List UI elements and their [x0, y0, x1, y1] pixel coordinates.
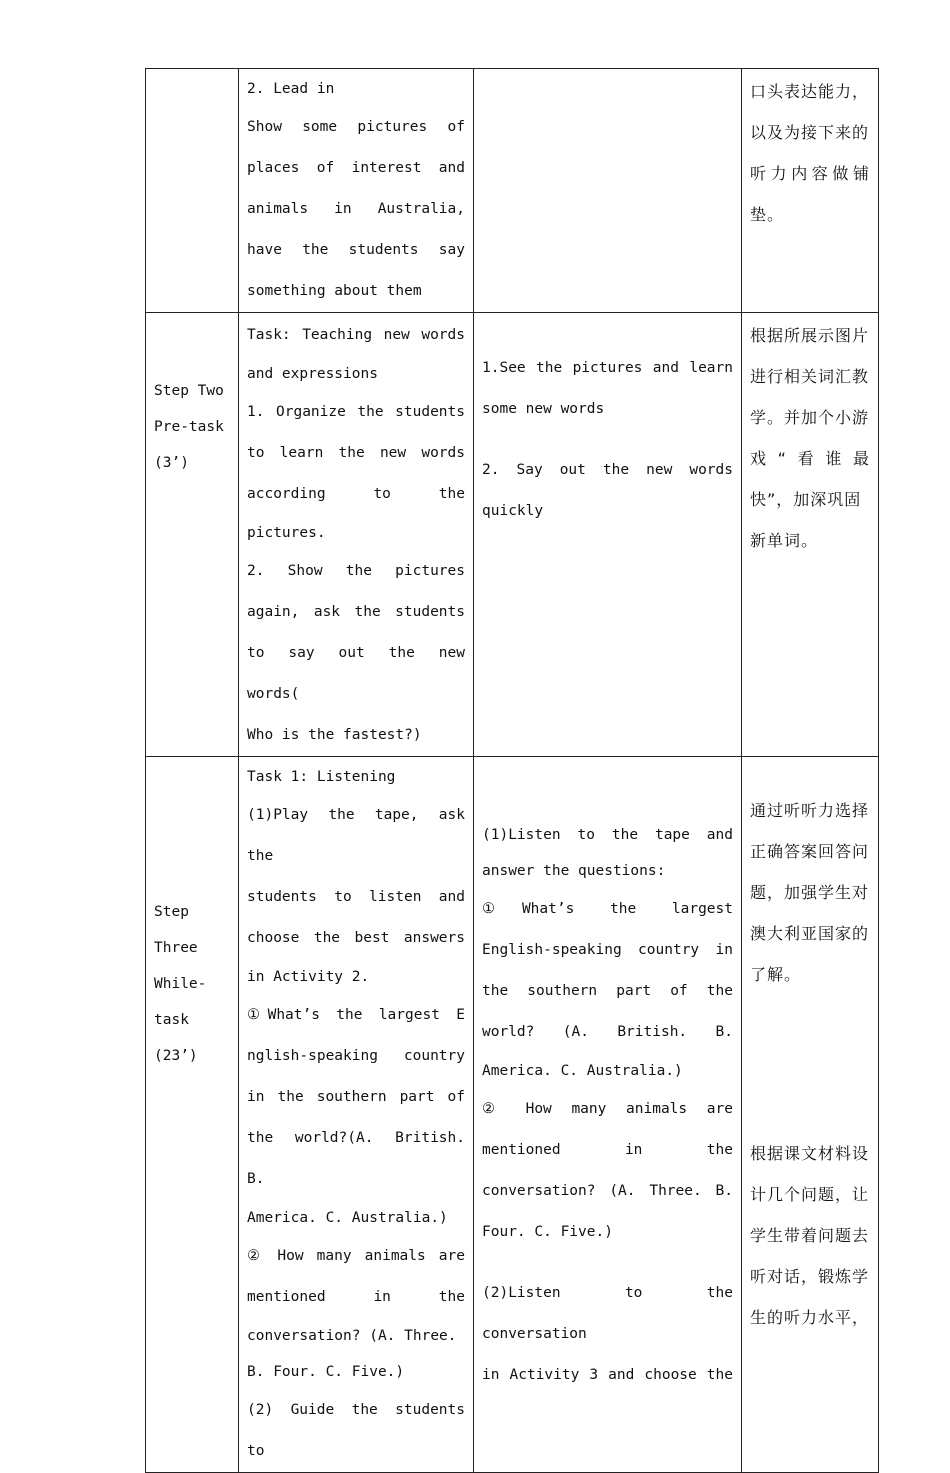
- text-line: Show some pictures of: [247, 119, 465, 135]
- task-heading: Task 1: Listening: [247, 769, 396, 785]
- text-line: in Activity 3 and choose the: [482, 1367, 733, 1383]
- text-line: Who is the fastest?): [247, 727, 422, 743]
- text-line: 通过听听力选择: [750, 801, 870, 820]
- text-line: 学生带着问题去: [750, 1226, 870, 1245]
- text-line: to learn the new words: [247, 445, 465, 461]
- text-line: 了解。: [750, 965, 802, 984]
- text-line: B. Four. C. Five.): [247, 1364, 405, 1380]
- teacher-activity-cell: [239, 69, 474, 313]
- text-line: English-speaking country in: [482, 942, 733, 958]
- text-line: (2) Guide the students to: [247, 1402, 465, 1459]
- purpose-cell: [742, 313, 879, 757]
- text-line: have the students say: [247, 242, 465, 258]
- step-label: Step Two: [154, 383, 224, 399]
- text-line: world? (A. British. B.: [482, 1024, 733, 1040]
- text-line: 根据课文材料设: [750, 1144, 870, 1163]
- table-row: [146, 313, 879, 757]
- text-line: 进行相关词汇教: [750, 367, 870, 386]
- text-line: 生的听力水平，: [750, 1308, 870, 1327]
- step-label: task: [154, 1012, 189, 1028]
- text-line: nglish-speaking country: [247, 1048, 465, 1064]
- text-line: (1)Listen to the tape and: [482, 827, 733, 843]
- text-line: mentioned in the: [482, 1142, 733, 1158]
- text-line: pictures.: [247, 525, 326, 541]
- step-cell: [146, 757, 239, 1473]
- text-line: conversation? (A. Three.: [247, 1328, 457, 1344]
- text-line: answer the questions:: [482, 863, 666, 879]
- text-line: 学。并加个小游: [750, 408, 870, 427]
- step-time: (3’): [154, 455, 189, 471]
- text-line: 戏“看谁最: [750, 449, 870, 468]
- text-line: 听对话，锻炼学: [750, 1267, 870, 1286]
- text-line: 1.See the pictures and learn: [482, 360, 733, 376]
- text-line: 1. Organize the students: [247, 404, 465, 420]
- table-row: [146, 69, 879, 313]
- teacher-activity-cell: [239, 313, 474, 757]
- table-row: [146, 757, 879, 1473]
- text-line: ② How many animals are: [247, 1248, 465, 1264]
- text-line: America. C. Australia.): [247, 1210, 448, 1226]
- text-line: 正确答案回答问: [750, 842, 870, 861]
- text-line: America. C. Australia.): [482, 1063, 683, 1079]
- text-line: 2. Show the pictures: [247, 563, 465, 579]
- step-cell: [146, 313, 239, 757]
- step-label: Three: [154, 940, 198, 956]
- text-line: 2. Say out the new words: [482, 462, 733, 478]
- text-line: places of interest and: [247, 160, 465, 176]
- text-line: in the southern part of: [247, 1089, 465, 1105]
- text-line: 新单词。: [750, 531, 819, 550]
- text-line: 澳大利亚国家的: [750, 924, 870, 943]
- text-line: quickly: [482, 503, 544, 519]
- student-activity-cell: [474, 69, 742, 313]
- teacher-activity-cell: [239, 757, 474, 1473]
- text-line: 垫。: [750, 205, 785, 224]
- text-line: Four. C. Five.): [482, 1224, 613, 1240]
- text-line: some new words: [482, 401, 605, 417]
- text-line: 以及为接下来的: [750, 123, 870, 142]
- text-line: Task: Teaching new words: [247, 327, 465, 343]
- step-time: (23’): [154, 1048, 198, 1064]
- text-line: 听力内容做铺: [750, 164, 870, 183]
- text-line: ①What’s the largest: [482, 901, 733, 917]
- text-line: again, ask the students: [247, 604, 465, 620]
- student-activity-cell: [474, 757, 742, 1473]
- text-line: mentioned in the: [247, 1289, 465, 1305]
- text-line: 根据所展示图片: [750, 326, 870, 345]
- student-activity-cell: [474, 313, 742, 757]
- text-line: (1)Play the tape, ask the: [247, 807, 465, 864]
- lesson-plan-table: [145, 68, 879, 1473]
- text-line: conversation? (A. Three. B.: [482, 1183, 733, 1199]
- text-line: ①What’s the largest E: [247, 1007, 465, 1023]
- text-line: choose the best answers: [247, 930, 465, 946]
- text-line: (2)Listen to the conversation: [482, 1285, 733, 1342]
- text-line: according to the: [247, 486, 465, 502]
- activity-heading: 2. Lead in: [247, 81, 335, 97]
- step-cell: [146, 69, 239, 313]
- text-line: 计几个问题，让: [750, 1185, 870, 1204]
- text-line: something about them: [247, 283, 422, 299]
- text-line: to say out the new words(: [247, 645, 465, 702]
- text-line: animals in Australia,: [247, 201, 465, 217]
- text-line: and expressions: [247, 366, 378, 382]
- purpose-cell: [742, 69, 879, 313]
- text-line: students to listen and: [247, 889, 465, 905]
- purpose-cell: [742, 757, 879, 1473]
- text-line: ② How many animals are: [482, 1101, 733, 1117]
- text-line: 题，加强学生对: [750, 883, 870, 902]
- step-label: Pre-task: [154, 419, 224, 435]
- text-line: the southern part of the: [482, 983, 733, 999]
- text-line: 口头表达能力，: [750, 82, 870, 101]
- text-line: the world?(A. British. B.: [247, 1130, 465, 1187]
- text-line: in Activity 2.: [247, 969, 370, 985]
- step-label: Step: [154, 904, 189, 920]
- text-line: 快”，加深巩固: [750, 490, 862, 509]
- step-label: While-: [154, 976, 207, 992]
